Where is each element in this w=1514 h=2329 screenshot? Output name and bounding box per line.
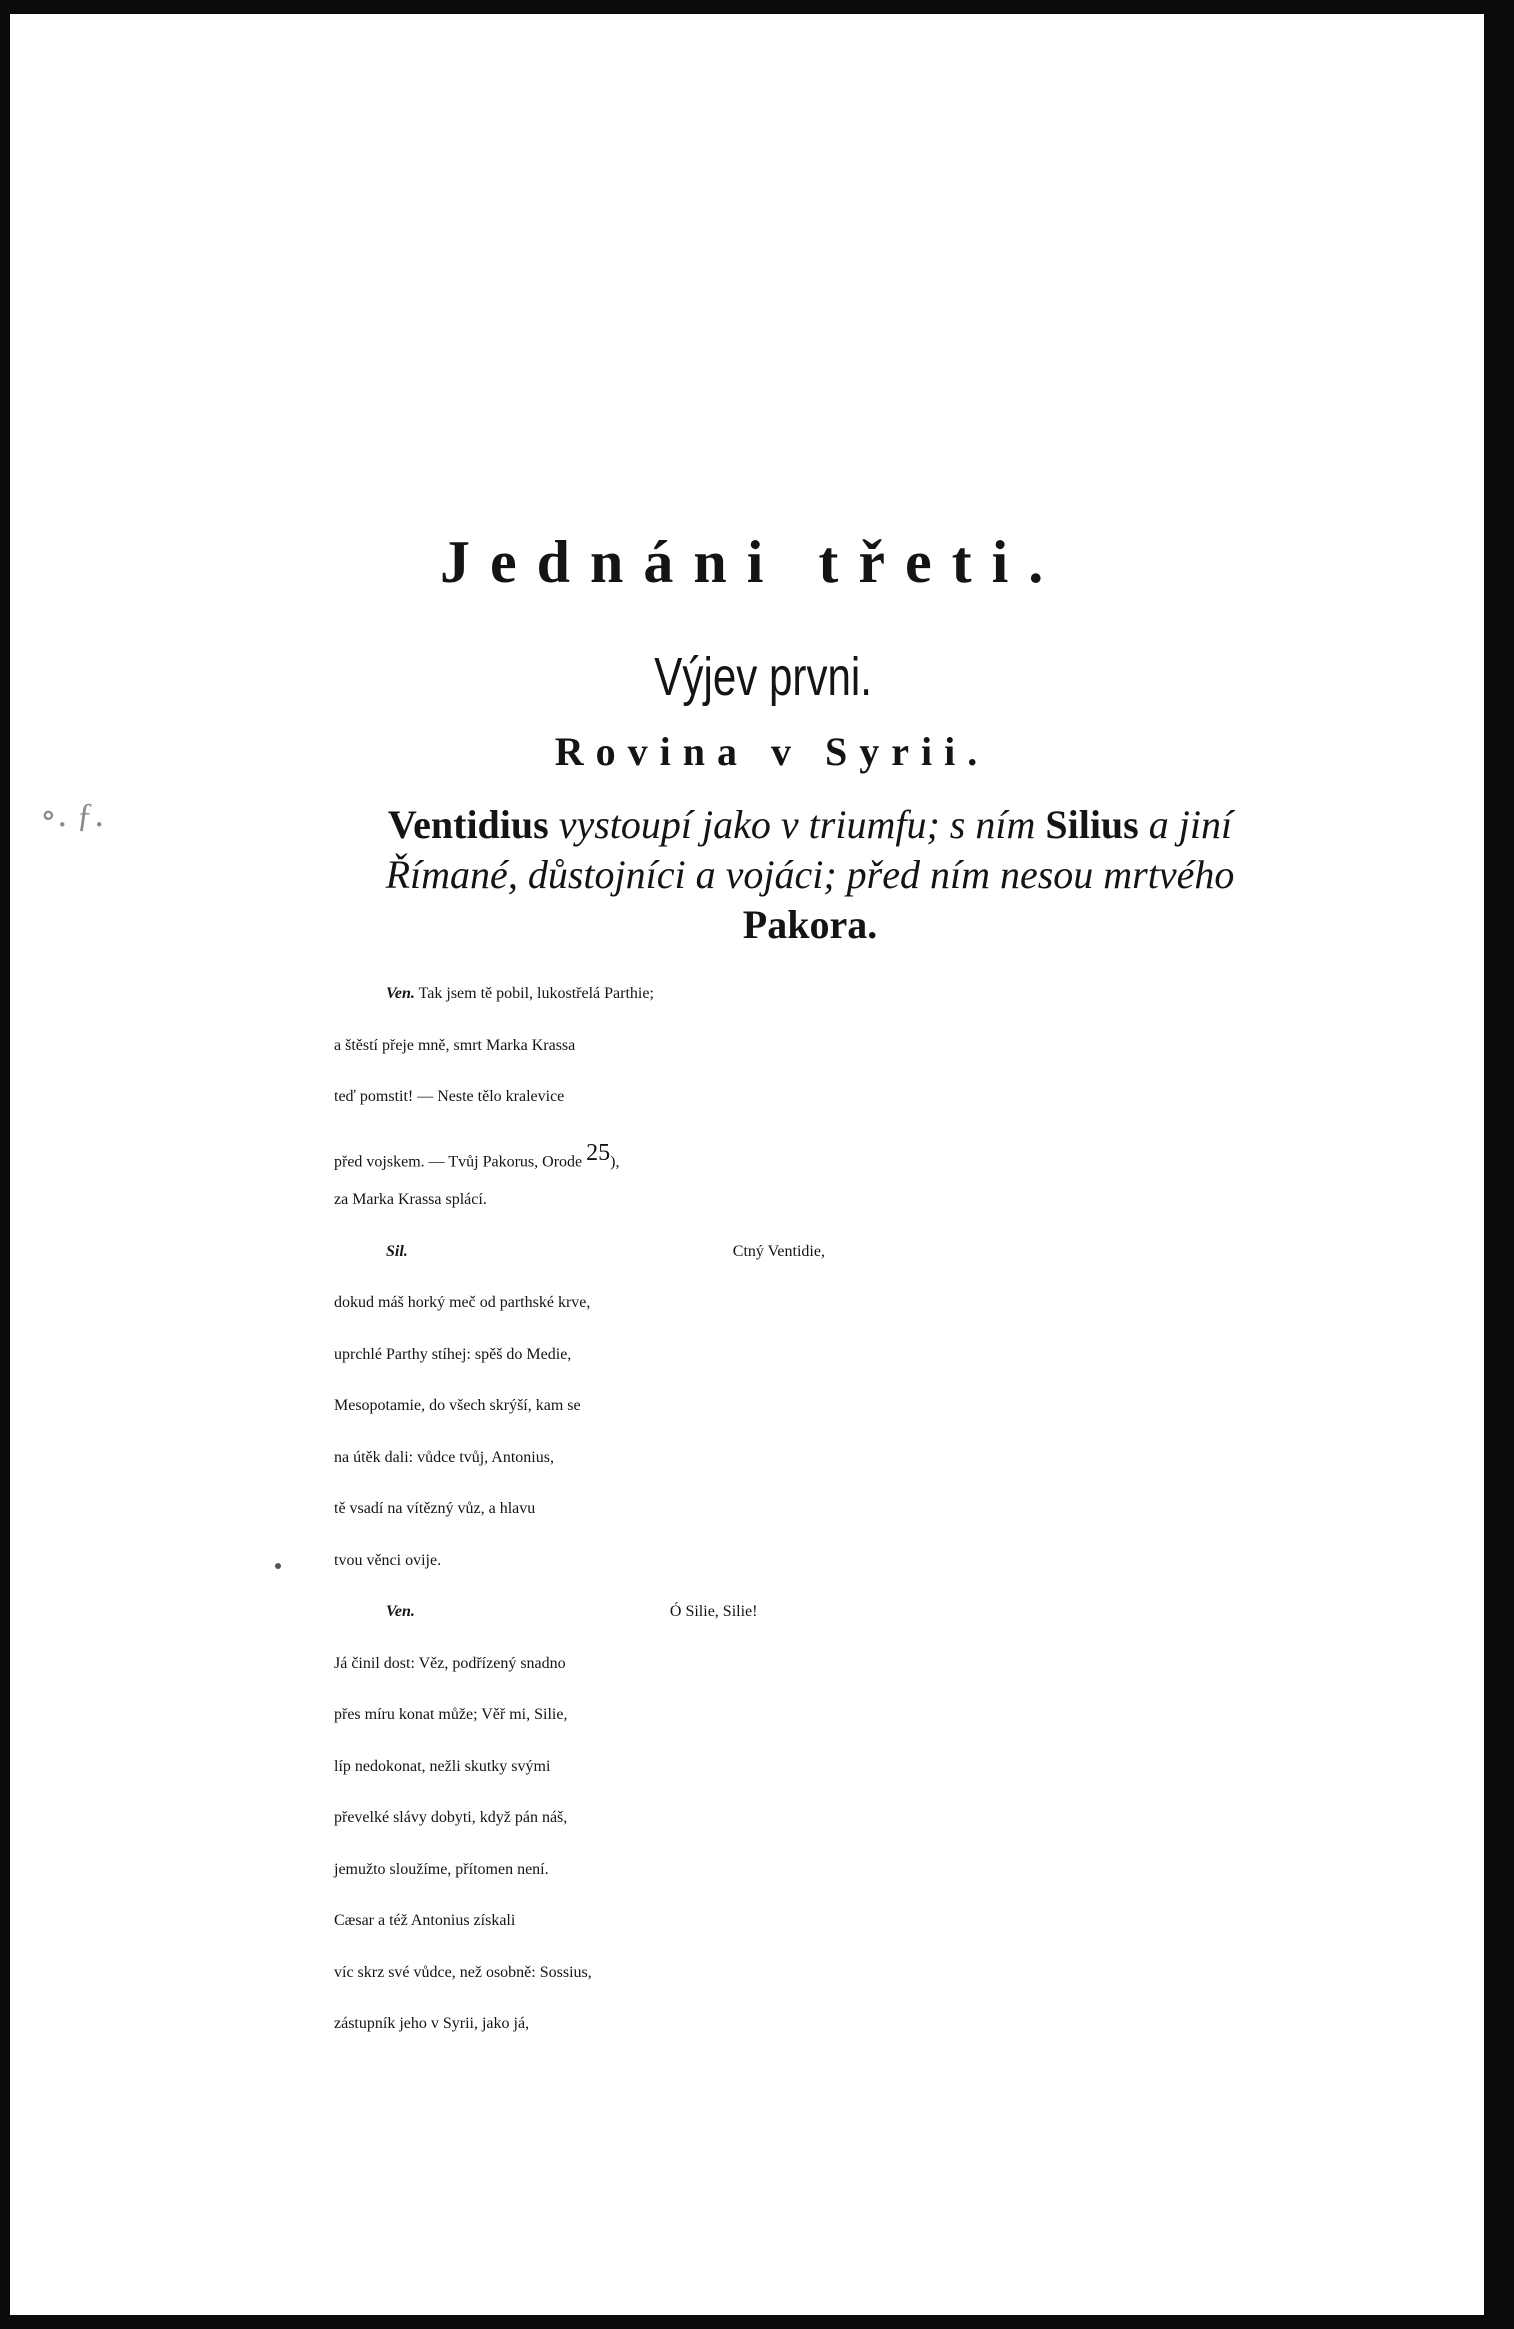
verse-line [334,1758,550,1776]
speaker-name: Ven. [386,1603,415,1620]
speaker-name: Ven. [386,985,415,1002]
verse-text: převelké slávy dobyti, když pán náš, [334,1809,568,1826]
verse-text: Mesopotamie, do všech skrýší, kam se [334,1397,581,1414]
verse-text: teď pomstit! — Neste tělo kralevice [334,1088,565,1105]
verse-line [334,1294,590,1312]
verse-line [334,2015,529,2033]
speaker-name: Sil. [386,1242,408,1260]
stage-direction-line-2: Římané, důstojníci a vojáci; před ním nesou mrtvého [385,852,1235,897]
verse-line [386,1243,825,1261]
verse-line [334,1964,592,1982]
verse-text: tvou věnci ovije. [334,1551,442,1569]
stage-run: Silius [1045,802,1139,847]
verse-line [334,1191,487,1209]
verse-text: Já činil dost: Věz, podřízený snadno [334,1654,566,1672]
stage-run: a jiní [1138,802,1233,847]
verse-line [334,1088,564,1106]
verse-text: před vojskem. — Tvůj Pakorus, Orode [334,1152,587,1170]
stage-direction-line-1 [280,800,1340,850]
verse-text: jemužto sloužíme, přítomen není. [334,1860,549,1878]
margin-mark: ∘․ ƒ․ [40,797,105,834]
verse-text: a štěstí přeje mně, smrt Marka Krassa [334,1036,576,1054]
verse-line [334,1346,571,1364]
verse-line [334,1500,535,1518]
verse-line [334,1809,567,1827]
verse-line [334,1397,581,1415]
verse-text: přes míru konat může; Věř mi, Silie, [334,1706,568,1723]
act-title: Jednáni třeti. [440,529,1064,595]
verse-text: Cæsar a též Antonius získali [334,1912,516,1929]
verse-text: zástupník jeho v Syrii, jako já, [334,2015,530,2032]
stage-run: vystoupí jako v triumfu; s ním [548,802,1046,847]
scene-title: Výjev prvni. [654,647,873,707]
verse-line [386,985,654,1003]
verse-text: Ctný Ventidie, [732,1242,825,1260]
verse-line [334,1861,549,1879]
verse-text-tail: ), [610,1152,620,1170]
scene-setting: Rovina v Syrii. [554,729,990,774]
verse-line [334,1449,554,1467]
verse-text: Ó Silie, Silie! [669,1603,758,1620]
verse-text: na útěk dali: vůdce tvůj, Antonius, [334,1448,554,1466]
verse-text: víc skrz své vůdce, než osobně: Sossius, [334,1963,592,1981]
stage-direction-line-3: Pakora. [742,902,878,947]
specks [275,1563,281,1569]
verse-text: uprchlé Parthy stíhej: spěš do Medie, [334,1345,572,1363]
verse-text: líp nedokonat, nežli skutky svými [334,1757,551,1775]
verse-text: tě vsadí na vítězný vůz, a hlavu [334,1500,536,1517]
verse-line [334,1037,575,1055]
verse-text: za Marka Krassa splácí. [334,1191,487,1208]
verse-line [334,1912,515,1930]
verse-line [334,1655,566,1673]
stage-direction [280,800,1340,950]
verse-line [334,1552,441,1570]
footnote-ref: 25 [586,1139,611,1166]
verse-text: dokud máš horký meč od parthské krve, [334,1294,591,1311]
verse-text: Tak jsem tě pobil, lukostřelá Parthie; [414,985,654,1002]
verse-line [334,1706,567,1724]
verse-line [334,1140,619,1171]
verse-line [386,1603,757,1621]
stage-run: Ventidius [387,802,549,847]
